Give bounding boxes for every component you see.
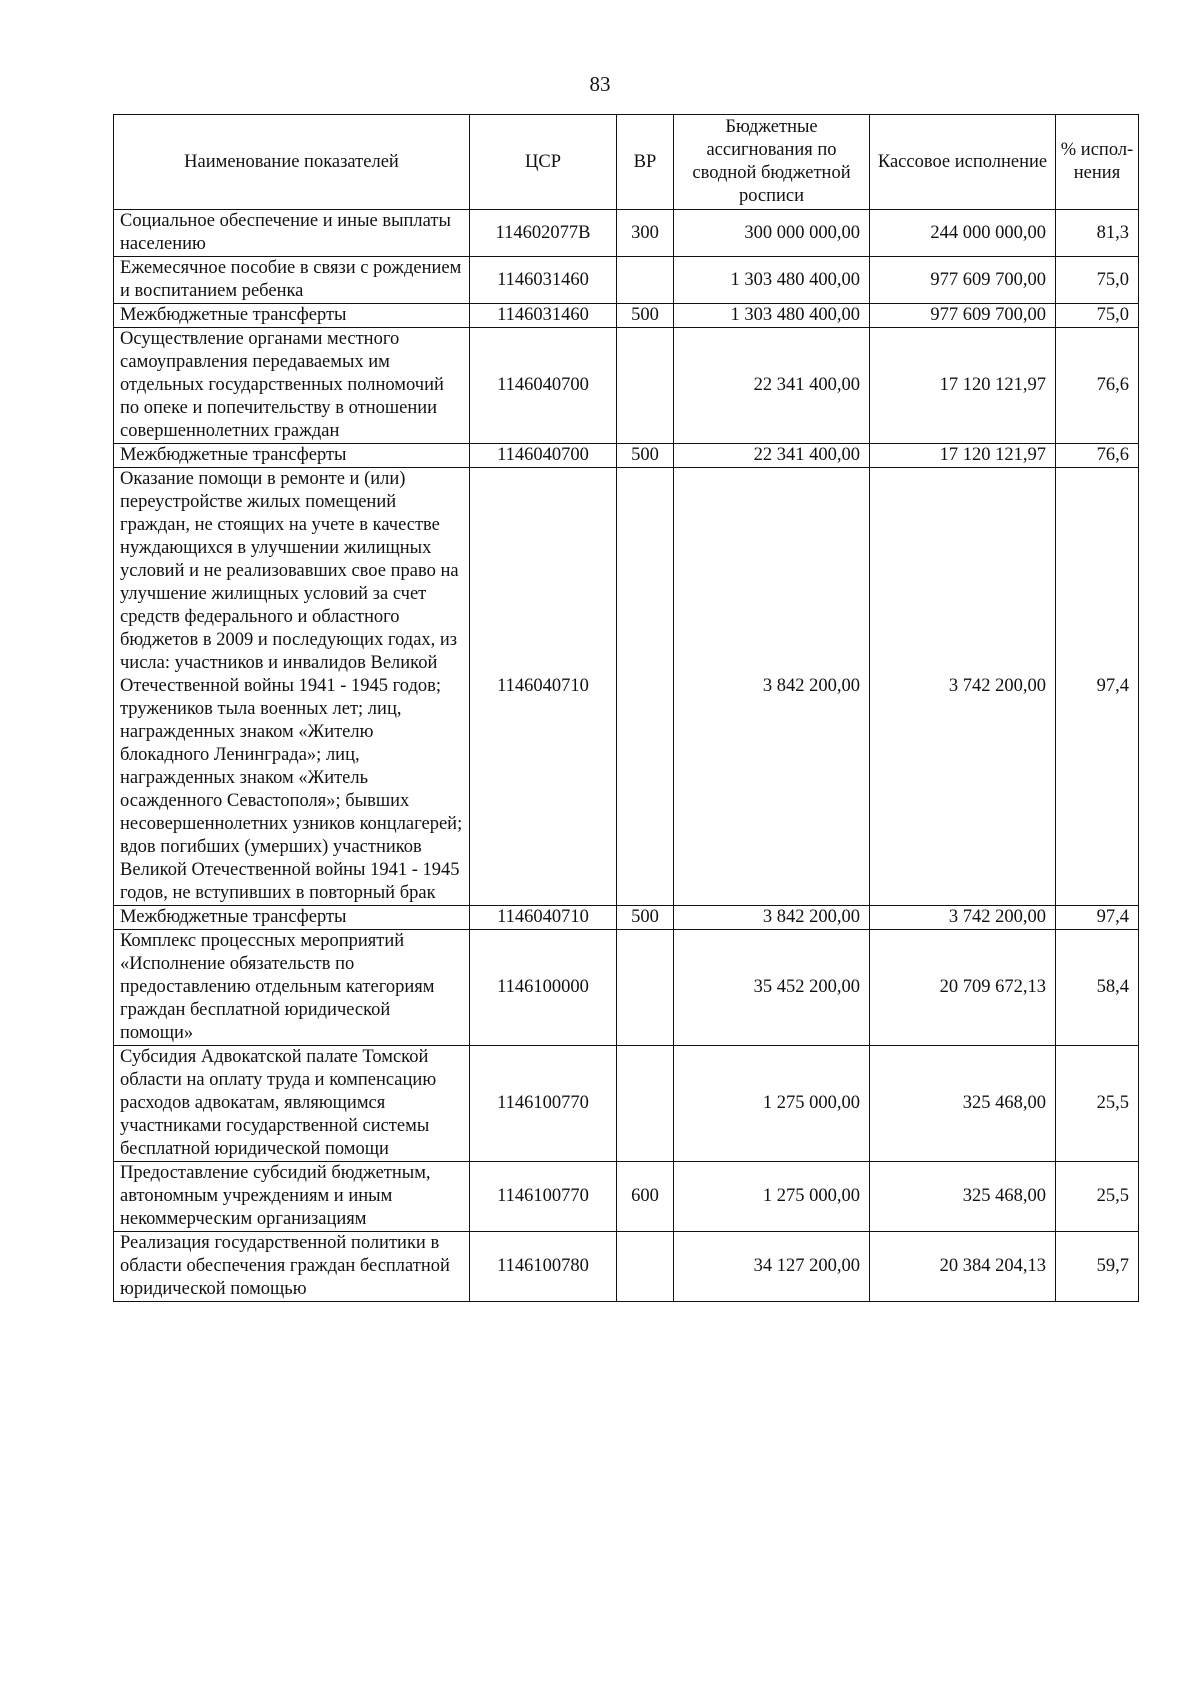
row-assignments: 1 303 480 400,00 <box>674 257 870 304</box>
row-name: Оказание помощи в ремонте и (или) переустройстве жилых помещений граждан, не стоящих на учете в качестве нуждающихся в улучшении жилищных условий и не реализовавших свое право на улучшение жилищных условий за счет средств федерального и областного бюджетов в 2009 и последующих годах, из числа: участников и инвалидов Великой Отечественной войны 1941 - 1945 годов; тружеников тыла военных лет; лиц, награжденных знаком «Жителю блокадного Ленинграда»; лиц, награжденных знаком «Житель осажденного Севастополя»; бывших несовершеннолетних узников концлагерей; вдов погибших (умерших) участников Великой Отечественной войны 1941 - 1945 годов, не вступивших в повторный брак <box>114 468 470 906</box>
row-csr: 1146100000 <box>470 930 617 1046</box>
row-assignments: 22 341 400,00 <box>674 444 870 468</box>
row-vr <box>617 1046 674 1162</box>
table-row <box>114 468 1139 906</box>
row-csr: 1146031460 <box>470 304 617 328</box>
header-percent-execution: % испол-нения <box>1056 115 1139 210</box>
row-vr <box>617 468 674 906</box>
row-name: Межбюджетные трансферты <box>114 304 470 328</box>
row-csr: 1146040710 <box>470 468 617 906</box>
header-assignments: Бюджетные ассигнования по сводной бюджетной росписи <box>674 115 870 210</box>
row-vr <box>617 930 674 1046</box>
row-cash-execution: 17 120 121,97 <box>870 444 1056 468</box>
row-assignments: 35 452 200,00 <box>674 930 870 1046</box>
row-percent-execution: 76,6 <box>1056 444 1139 468</box>
row-percent-execution: 59,7 <box>1056 1232 1139 1302</box>
table-row <box>114 304 1139 328</box>
row-cash-execution: 325 468,00 <box>870 1162 1056 1232</box>
row-percent-execution: 25,5 <box>1056 1162 1139 1232</box>
page-number: 83 <box>589 72 611 96</box>
row-assignments: 1 303 480 400,00 <box>674 304 870 328</box>
row-percent-execution: 97,4 <box>1056 906 1139 930</box>
row-percent-execution: 81,3 <box>1056 210 1139 257</box>
row-name: Осуществление органами местного самоуправления передаваемых им отдельных государственных полномочий по опеке и попечительству в отношении совершеннолетних граждан <box>114 328 470 444</box>
table-row <box>114 328 1139 444</box>
row-vr: 500 <box>617 444 674 468</box>
row-cash-execution: 244 000 000,00 <box>870 210 1056 257</box>
row-name: Ежемесячное пособие в связи с рождением и воспитанием ребенка <box>114 257 470 304</box>
row-assignments: 22 341 400,00 <box>674 328 870 444</box>
table-row <box>114 930 1139 1046</box>
header-cash-execution: Кассовое исполнение <box>870 115 1056 210</box>
row-vr <box>617 257 674 304</box>
table-row <box>114 257 1139 304</box>
header-name: Наименование показателей <box>114 115 470 210</box>
row-csr: 1146040700 <box>470 328 617 444</box>
row-percent-execution: 25,5 <box>1056 1046 1139 1162</box>
row-percent-execution: 75,0 <box>1056 304 1139 328</box>
row-csr: 1146040710 <box>470 906 617 930</box>
table-row <box>114 444 1139 468</box>
table-header-row <box>114 115 1139 210</box>
row-vr <box>617 1232 674 1302</box>
row-vr: 500 <box>617 304 674 328</box>
row-cash-execution: 20 384 204,13 <box>870 1232 1056 1302</box>
row-cash-execution: 977 609 700,00 <box>870 304 1056 328</box>
row-csr: 1146100770 <box>470 1162 617 1232</box>
table-row <box>114 1232 1139 1302</box>
row-assignments: 3 842 200,00 <box>674 468 870 906</box>
row-percent-execution: 97,4 <box>1056 468 1139 906</box>
row-assignments: 300 000 000,00 <box>674 210 870 257</box>
row-name: Межбюджетные трансферты <box>114 444 470 468</box>
table-row <box>114 210 1139 257</box>
row-cash-execution: 325 468,00 <box>870 1046 1056 1162</box>
row-name: Субсидия Адвокатской палате Томской области на оплату труда и компенсацию расходов адвокатам, являющимся участниками государственной системы бесплатной юридической помощи <box>114 1046 470 1162</box>
row-vr: 600 <box>617 1162 674 1232</box>
row-csr: 1146040700 <box>470 444 617 468</box>
row-cash-execution: 3 742 200,00 <box>870 468 1056 906</box>
row-percent-execution: 75,0 <box>1056 257 1139 304</box>
row-csr: 1146031460 <box>470 257 617 304</box>
row-csr: 114602077В <box>470 210 617 257</box>
row-assignments: 3 842 200,00 <box>674 906 870 930</box>
row-name: Предоставление субсидий бюджетным, автономным учреждениям и иным некоммерческим организациям <box>114 1162 470 1232</box>
row-assignments: 34 127 200,00 <box>674 1232 870 1302</box>
row-percent-execution: 76,6 <box>1056 328 1139 444</box>
row-cash-execution: 977 609 700,00 <box>870 257 1056 304</box>
row-vr: 500 <box>617 906 674 930</box>
table-row <box>114 1046 1139 1162</box>
table-row <box>114 1162 1139 1232</box>
row-cash-execution: 20 709 672,13 <box>870 930 1056 1046</box>
row-name: Комплекс процессных мероприятий «Исполнение обязательств по предоставлению отдельным категориям граждан бесплатной юридической помощи» <box>114 930 470 1046</box>
header-vr: ВР <box>617 115 674 210</box>
row-csr: 1146100780 <box>470 1232 617 1302</box>
row-assignments: 1 275 000,00 <box>674 1046 870 1162</box>
row-cash-execution: 3 742 200,00 <box>870 906 1056 930</box>
row-vr: 300 <box>617 210 674 257</box>
row-vr <box>617 328 674 444</box>
table-body <box>114 210 1139 1302</box>
budget-table <box>113 114 1139 1302</box>
table-row <box>114 906 1139 930</box>
row-name: Межбюджетные трансферты <box>114 906 470 930</box>
header-csr: ЦСР <box>470 115 617 210</box>
row-name: Социальное обеспечение и иные выплаты населению <box>114 210 470 257</box>
row-cash-execution: 17 120 121,97 <box>870 328 1056 444</box>
row-name: Реализация государственной политики в области обеспечения граждан бесплатной юридической помощью <box>114 1232 470 1302</box>
row-csr: 1146100770 <box>470 1046 617 1162</box>
row-assignments: 1 275 000,00 <box>674 1162 870 1232</box>
row-percent-execution: 58,4 <box>1056 930 1139 1046</box>
